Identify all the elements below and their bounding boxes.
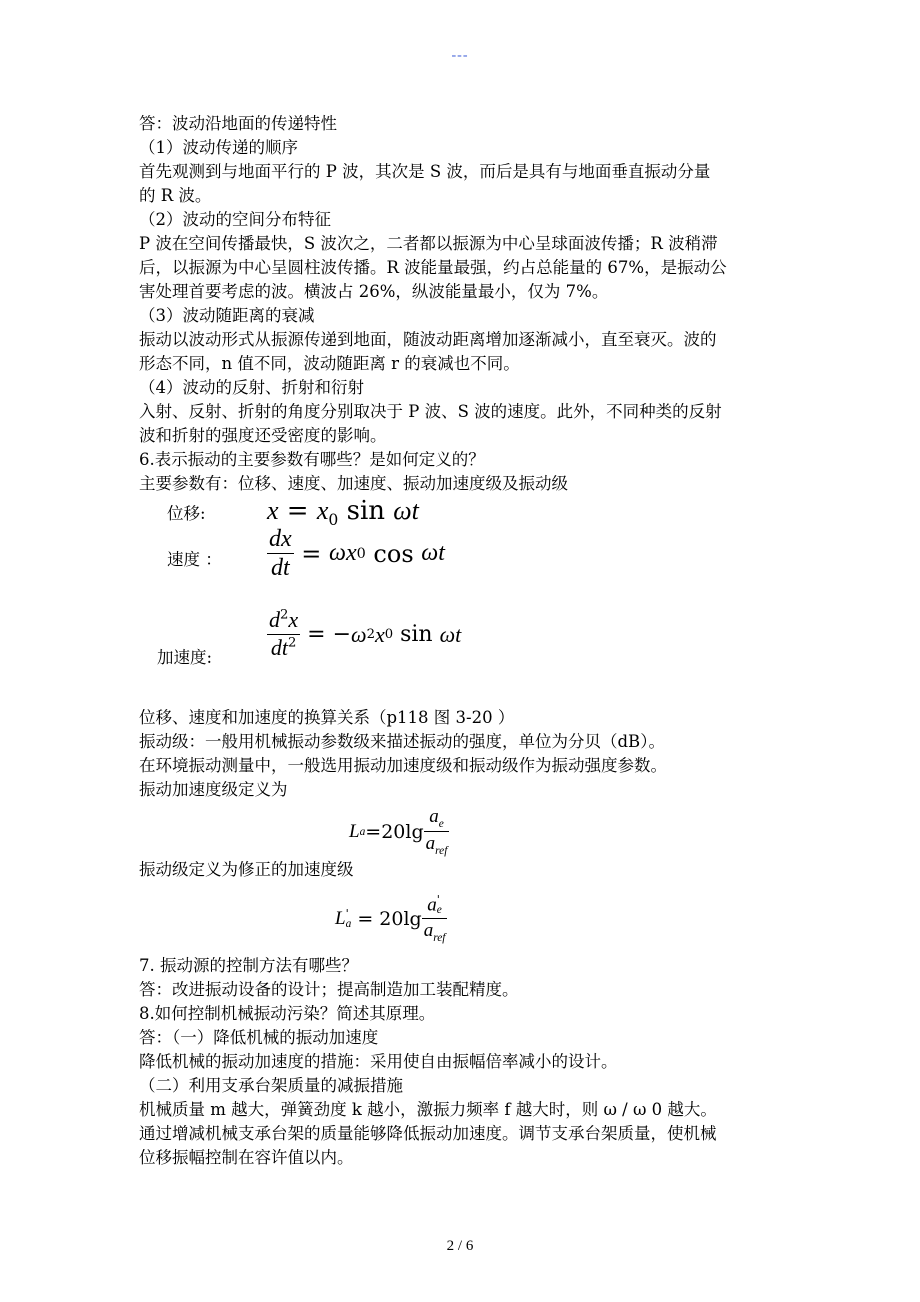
text-line: 振动以波动形式从振源传递到地面，随波动距离增加逐渐减小，直至衰灭。波的 [139,330,717,349]
text-line: （2）波动的空间分布特征 [139,210,331,229]
text-line: 波和折射的强度还受密度的影响。 [139,426,387,445]
text-line: （二）利用支承台架质量的减振措施 [139,1076,403,1095]
text-line: 形态不同，n 值不同，波动随距离 r 的衰减也不同。 [139,354,520,373]
velocity-label: 速度 ： [167,550,222,569]
motion-formulas [139,496,799,706]
text-line: 的 R 波。 [139,186,212,205]
acceleration-label: 加速度: [157,648,213,667]
text-line: 振动级定义为修正的加速度级 [139,860,354,879]
text-line: 位移、速度和加速度的换算关系（p118 图 3-20 ） [139,708,515,727]
text-line: 机械质量 m 越大，弹簧劲度 k 越小，激振力频率 f 越大时，则 ω / ω 0 越大。 [139,1100,717,1119]
text-line: 通过增减机械支承台架的质量能够降低振动加速度。调节支承台架质量，使机械 [139,1124,717,1143]
text-line: 振动加速度级定义为 [139,780,288,799]
text-line: 6.表示振动的主要参数有哪些？是如何定义的？ [139,450,485,469]
text-line: P 波在空间传播最快，S 波次之，二者都以振源为中心呈球面波传播；R 波稍滞 [139,234,718,253]
displacement-formula: $x = x_0$ sin ωt [267,496,419,530]
text-line: 入射、反射、折射的角度分别取决于 P 波、S 波的速度。此外，不同种类的反射 [139,402,722,421]
text-line: 降低机械的振动加速度的措施：采用使自由振幅倍率减小的设计。 [139,1052,618,1071]
acceleration-formula: $\frac{d^2x}{dt^2}$ = − ω 2 x 0 sin ωt [269,607,462,661]
displacement-label: 位移: [167,504,206,523]
document-body [139,112,799,1170]
text-line: （1）波动传递的顺序 [139,138,298,157]
text-line: 在环境振动测量中，一般选用振动加速度级和振动级作为振动强度参数。 [139,756,667,775]
text-line: （4）波动的反射、折射和衍射 [139,378,364,397]
text-line: 答：（一）降低机械的振动加速度 [139,1028,379,1047]
page-number: 2 / 6 [446,1238,474,1254]
text-line: 答：改进振动设备的设计；提高制造加工装配精度。 [139,980,519,999]
text-line: 后，以振源为中心呈圆柱波传播。R 波能量最强，约占总能量的 67%，是振动公 [139,258,727,277]
vibration-level-formula: L ' a = 20lg a ' e $a_{ref}$ [335,892,446,944]
text-line: 位移振幅控制在容许值以内。 [139,1148,354,1167]
text-line: 8.如何控制机械振动污染？简述其原理。 [139,1004,436,1023]
text-line: 答：波动沿地面的传递特性 [139,114,337,133]
text-line: （3）波动随距离的衰减 [139,306,315,325]
header-mark: --- [451,48,469,63]
text-line: 振动级：一般用机械振动参数级来描述振动的强度，单位为分贝（dB）。 [139,732,665,751]
text-line: 主要参数有：位移、速度、加速度、振动加速度级及振动级 [139,474,568,493]
acceleration-level-formula: L a =20lg $\frac{a_e}{a_{ref}}$ [349,806,448,858]
text-line: 害处理首要考虑的波。横波占 26%，纵波能量最小，仅为 7%。 [139,282,609,301]
text-line: 7. 振动源的控制方法有哪些？ [139,956,358,975]
text-line: 首先观测到与地面平行的 P 波，其次是 S 波，而后是具有与地面垂直振动分量 [139,162,711,181]
velocity-formula: $\frac{dx}{dt}$ = ωx 0 cos ωt [269,526,445,582]
